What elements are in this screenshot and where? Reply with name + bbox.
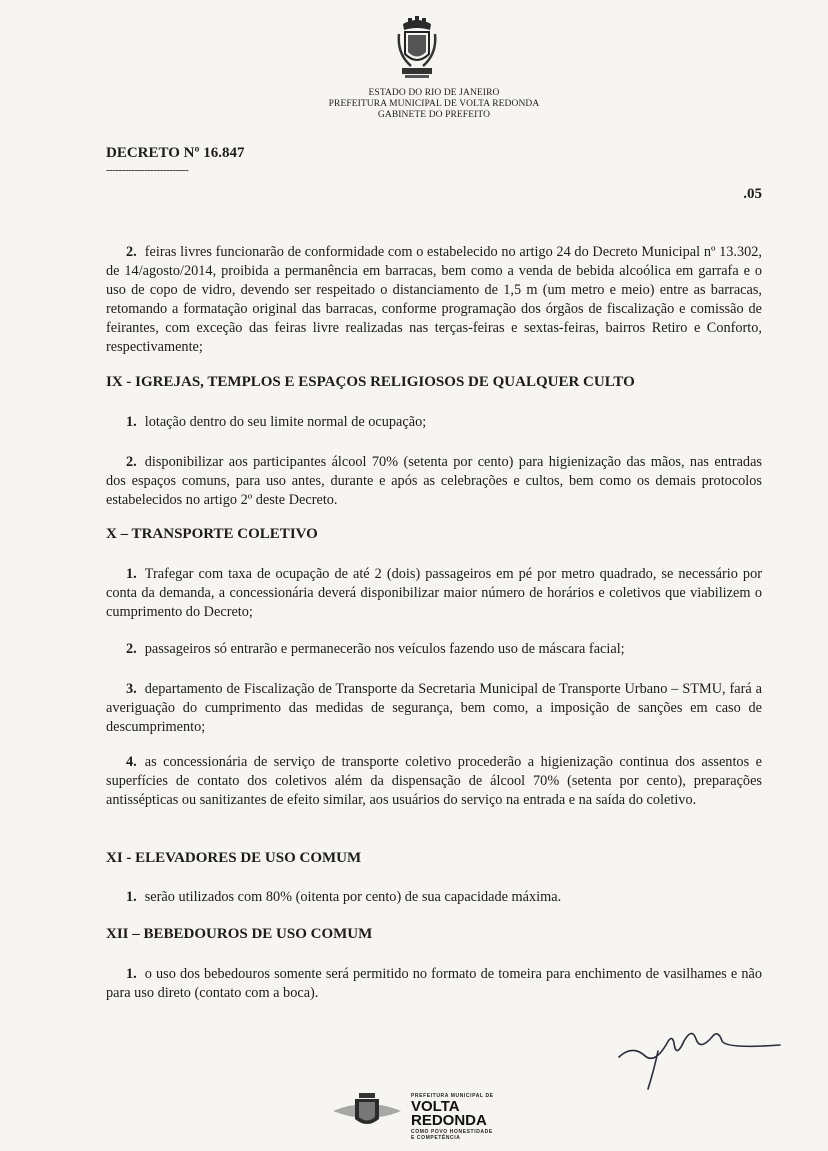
section-title-x: X – TRANSPORTE COLETIVO <box>106 526 318 542</box>
logo-line-prefeitura: PREFEITURA MUNICIPAL DE <box>411 1093 494 1099</box>
item-text: serão utilizados com 80% (oitenta por cento) de sua capacidade máxima. <box>144 889 562 905</box>
coat-of-arms-icon <box>397 14 437 80</box>
item-number: 3. <box>126 681 137 697</box>
item-xii-1 <box>106 965 762 1003</box>
item-number: 1. <box>126 966 137 982</box>
item-number: 4. <box>126 754 137 770</box>
item-text: as concessionária de serviço de transporte coletivo procederão a higienização continua dos assentos e superfícies de contato dos coletivos além da dispensação de álcool 70% (setenta por cento), preparações antissépticas ou sanitizantes de efeito similar, aos usuários do serviço na entrada e na saída do coletivo. <box>106 754 762 808</box>
decree-underline: -------------------------- <box>106 164 189 176</box>
item-text: disponibilizar aos participantes álcool 70% (setenta por cento) para higienização das mãos, nas entradas dos espaços comuns, para uso antes, durante e após as celebrações e cultos, bem como os demais protocolos estabelecidos no artigo 2º deste Decreto. <box>106 454 762 508</box>
item-x-1 <box>106 565 762 622</box>
item-number: 1. <box>126 889 137 905</box>
logo-line-slogan2: E COMPETÊNCIA <box>411 1135 461 1141</box>
logo-line-redonda: REDONDA <box>411 1112 487 1129</box>
item-number: 2. <box>126 454 137 470</box>
document-header <box>0 88 828 121</box>
item-number: 1. <box>126 414 137 430</box>
header-prefecture: PREFEITURA MUNICIPAL DE VOLTA REDONDA <box>328 99 540 109</box>
item-xi-1 <box>106 888 762 907</box>
item-text: Trafegar com taxa de ocupação de até 2 (dois) passageiros em pé por metro quadrado, se necessário por conta da demanda, a concessionária deverá disponibilizar maior número de horários e coletivos que viabilizem o cumprimento do Decreto; <box>106 566 762 620</box>
item-text: passageiros só entrarão e permanecerão nos veículos fazendo uso de máscara facial; <box>144 641 625 657</box>
section-title-xi: XI - ELEVADORES DE USO COMUM <box>106 850 362 866</box>
logo-line-volta: VOLTA <box>411 1098 460 1115</box>
decree-title: DECRETO Nº 16.847 <box>106 145 245 161</box>
item-number: 2. <box>126 641 137 657</box>
item-number: 1. <box>126 566 137 582</box>
item-text: o uso dos bebedouros somente será permitido no formato de tomeira para enchimento de vasilhames e não para uso direto (contato com a boca). <box>106 966 762 1001</box>
header-cabinet: GABINETE DO PREFEITO <box>377 110 491 120</box>
signature-icon <box>614 1015 784 1095</box>
item-ix-1 <box>106 413 762 432</box>
header-state: ESTADO DO RIO DE JANEIRO <box>368 88 500 98</box>
item-feiras <box>106 243 762 357</box>
municipal-logo-icon <box>333 1085 533 1143</box>
item-x-4 <box>106 753 762 810</box>
logo-line-slogan1: COMO POVO HONESTIDADE <box>411 1129 493 1135</box>
item-x-2 <box>106 640 762 659</box>
item-text: lotação dentro do seu limite normal de ocupação; <box>144 414 427 430</box>
item-ix-2 <box>106 453 762 510</box>
page-number: .05 <box>743 186 762 202</box>
item-number: 2. <box>126 244 137 260</box>
item-text: feiras livres funcionarão de conformidade com o estabelecido no artigo 24 do Decreto Municipal nº 13.302, de 14/agosto/2014, proibida a permanência em barracas, bem como a venda de bebida alcoólica em garrafa e o uso de copo de vidro, devendo ser respeitado o distanciamento de 1,5 m (um metro e meio) entre as barracas, retomando a formatação original das barracas, conforme programação dos órgãos de fiscalização e comissão de feirantes, com exceção das feiras livre realizadas nas terças-feiras e sextas-feiras, bairros Retiro e Conforto, respectivamente; <box>106 244 762 355</box>
section-title-ix: IX - IGREJAS, TEMPLOS E ESPAÇOS RELIGIOSOS DE QUALQUER CULTO <box>106 374 635 390</box>
item-x-3 <box>106 680 762 737</box>
section-title-xii: XII – BEBEDOUROS DE USO COMUM <box>106 926 373 942</box>
item-text: departamento de Fiscalização de Transporte da Secretaria Municipal de Transporte Urbano – STMU, fará a averiguação do cumprimento das medidas de segurança, bem como, a imposição de sanções em caso de descumprimento; <box>106 681 762 735</box>
